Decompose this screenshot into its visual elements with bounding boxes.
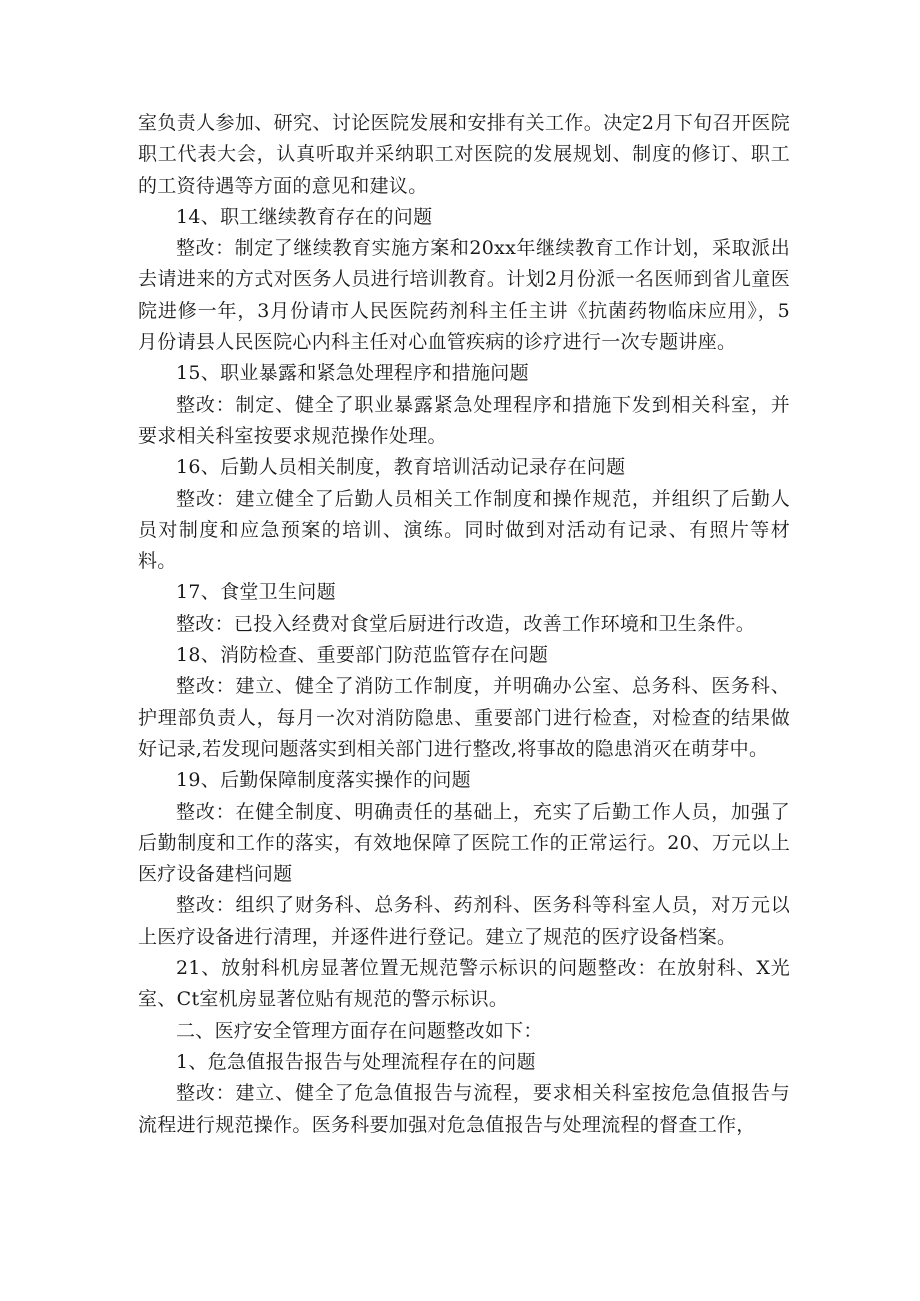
paragraph: 整改：建立、健全了危急值报告与流程，要求相关科室按危急值报告与流程进行规范操作。医务科要加强对危急值报告与处理流程的督查工作， <box>138 1082 790 1136</box>
section-heading: 1、危急值报告报告与处理流程存在的问题 <box>176 1050 536 1073</box>
section-heading: 17、食堂卫生问题 <box>176 581 336 604</box>
section-heading: 二、医疗安全管理方面存在问题整改如下： <box>176 1019 543 1042</box>
paragraph: 室负责人参加、研究、讨论医院发展和安排有关工作。决定2月下旬召开医院职工代表大会，认真听取并采纳职工对医院的发展规划、制度的修订、职工的工资待遇等方面的意见和建议。 <box>138 112 790 197</box>
document-body <box>138 108 790 1141</box>
paragraph: 整改：组织了财务科、总务科、药剂科、医务科等科室人员，对万元以上医疗设备进行清理，并逐件进行登记。建立了规范的医疗设备档案。 <box>138 894 790 948</box>
section-heading: 15、职业暴露和紧急处理程序和措施问题 <box>176 362 529 385</box>
section-heading: 16、后勤人员相关制度，教育培训活动记录存在问题 <box>176 456 626 479</box>
section-heading: 19、后勤保障制度落实操作的问题 <box>176 769 471 792</box>
section-heading: 18、消防检查、重要部门防范监管存在问题 <box>176 644 549 667</box>
paragraph: 整改：在健全制度、明确责任的基础上，充实了后勤工作人员，加强了后勤制度和工作的落实，有效地保障了医院工作的正常运行。20、万元以上医疗设备建档问题 <box>138 800 790 886</box>
paragraph: 整改：制定、健全了职业暴露紧急处理程序和措施下发到相关科室，并要求相关科室按要求规范操作处理。 <box>138 393 790 447</box>
paragraph: 整改：已投入经费对食堂后厨进行改造，改善工作环境和卫生条件。 <box>176 612 756 635</box>
section-heading: 14、职工继续教育存在的问题 <box>176 205 433 228</box>
paragraph: 21、放射科机房显著位置无规范警示标识的问题整改：在放射科、X光室、Ct室机房显著位贴有规范的警示标识。 <box>138 957 790 1011</box>
paragraph: 整改：建立健全了后勤人员相关工作制度和操作规范，并组织了后勤人员对制度和应急预案的培训、演练。同时做到对活动有记录、有照片等材料。 <box>138 487 790 573</box>
paragraph: 整改：制定了继续教育实施方案和20xx年继续教育工作计划，采取派出去请进来的方式对医务人员进行培训教育。计划2月份派一名医师到省儿童医院进修一年，3月份请市人民医院药剂科主任主讲《抗菌药物临床应用》，5月份请县人民医院心内科主任对心血管疾病的诊疗进行一次专题讲座。 <box>138 237 790 354</box>
paragraph: 整改：建立、健全了消防工作制度，并明确办公室、总务科、医务科、护理部负责人，每月一次对消防隐患、重要部门进行检查，对检查的结果做好记录,若发现问题落实到相关部门进行整改,将事故的隐患消灭在萌芽中。 <box>138 675 790 760</box>
